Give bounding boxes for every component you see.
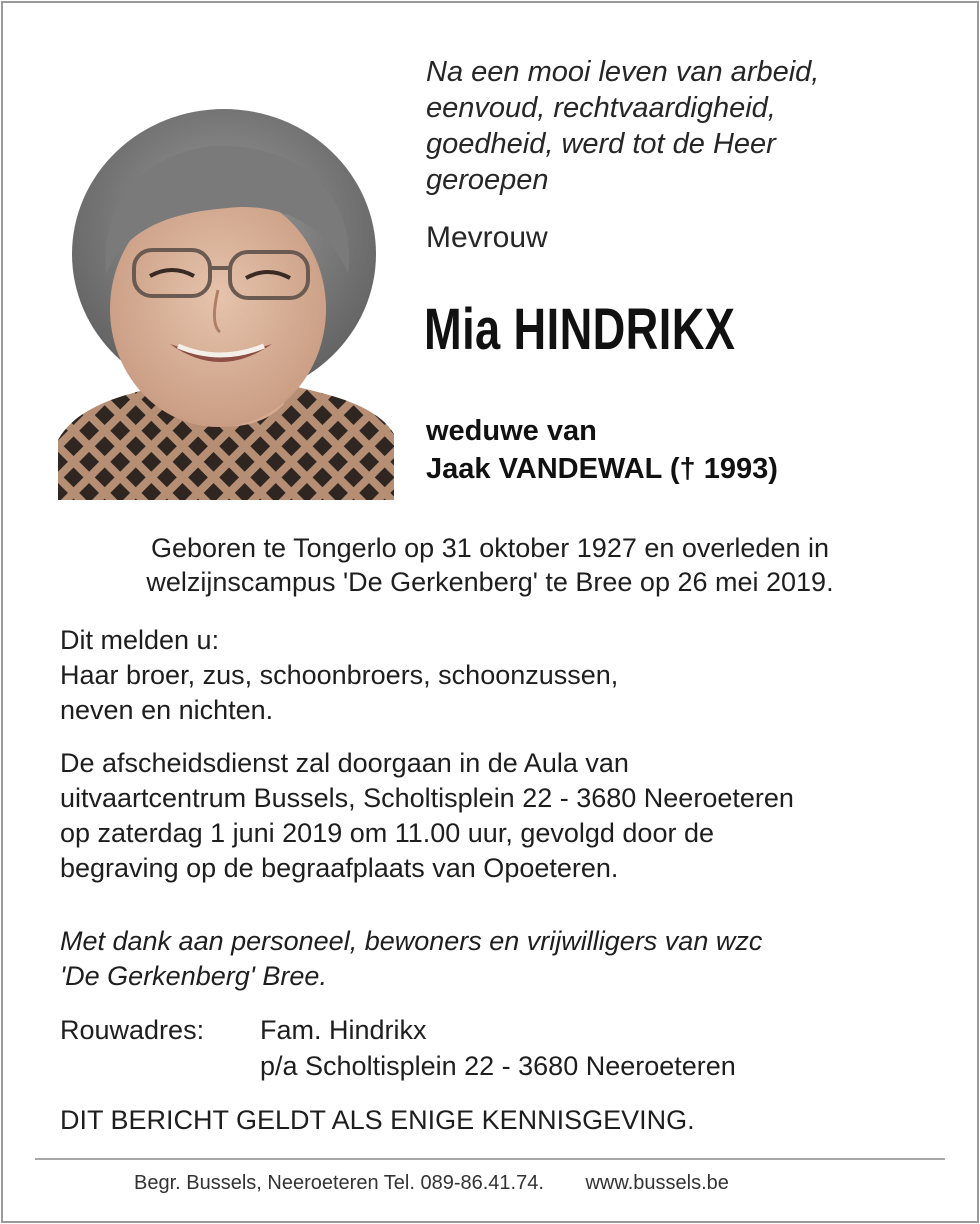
- thanks-line-1: Met dank aan personeel, bewoners en vrijwilligers van wzc: [60, 926, 763, 956]
- service-line-1: De afscheidsdienst zal doorgaan in de Aula van: [60, 748, 629, 778]
- widow-of: [426, 412, 778, 488]
- birth-death-info: [40, 531, 940, 599]
- address-line-2: p/a Scholtisplein 22 - 3680 Neeroeteren: [260, 1051, 736, 1081]
- intro-line-1: Na een mooi leven van arbeid,: [426, 56, 820, 88]
- mourning-address-lines: [260, 1012, 736, 1084]
- service-line-2: uitvaartcentrum Bussels, Scholtisplein 22 - 3680 Neeroeteren: [60, 783, 794, 813]
- funeral-home-contact: Begr. Bussels, Neeroeteren Tel. 089-86.41.74.: [134, 1172, 544, 1194]
- spouse-name: Jaak VANDEWAL († 1993): [426, 453, 778, 485]
- birth-line: Geboren te Tongerlo op 31 oktober 1927 en overleden in: [150, 533, 829, 563]
- footer: [134, 1172, 729, 1195]
- intro-text: [426, 54, 946, 198]
- widow-label: weduwe van: [426, 415, 597, 447]
- thanks-note: [60, 924, 940, 994]
- service-line-3: op zaterdag 1 juni 2019 om 11.00 uur, gevolgd door de: [60, 818, 714, 848]
- deceased-name: Mia HINDRIKX: [424, 297, 736, 362]
- portrait-photo: [58, 104, 394, 500]
- service-line-4: begraving op de begraafplaats van Opoeteren.: [60, 853, 619, 883]
- portrait-photo-icon: [58, 104, 394, 500]
- service-info: [60, 746, 940, 886]
- salutation: Mevrouw: [426, 221, 548, 254]
- mourning-address: [60, 1012, 736, 1084]
- footer-divider: [35, 1158, 945, 1160]
- thanks-line-2: 'De Gerkenberg' Bree.: [60, 961, 327, 991]
- announced-by-label: Dit melden u:: [60, 625, 220, 655]
- announced-by: [60, 623, 940, 728]
- closing-notice: DIT BERICHT GELDT ALS ENIGE KENNISGEVING.: [60, 1105, 695, 1135]
- mourning-address-label: Rouwadres:: [60, 1015, 205, 1045]
- family-line-2: neven en nichten.: [60, 695, 274, 725]
- intro-line-3: goedheid, werd tot de Heer: [426, 128, 776, 160]
- death-line: welzijnscampus 'De Gerkenberg' te Bree op 26 mei 2019.: [146, 567, 834, 597]
- intro-line-2: eenvoud, rechtvaardigheid,: [426, 92, 776, 124]
- address-line-1: Fam. Hindrikx: [260, 1015, 427, 1045]
- intro-line-4: geroepen: [426, 164, 549, 196]
- website-link[interactable]: www.bussels.be: [585, 1172, 729, 1194]
- family-line-1: Haar broer, zus, schoonbroers, schoonzussen,: [60, 660, 619, 690]
